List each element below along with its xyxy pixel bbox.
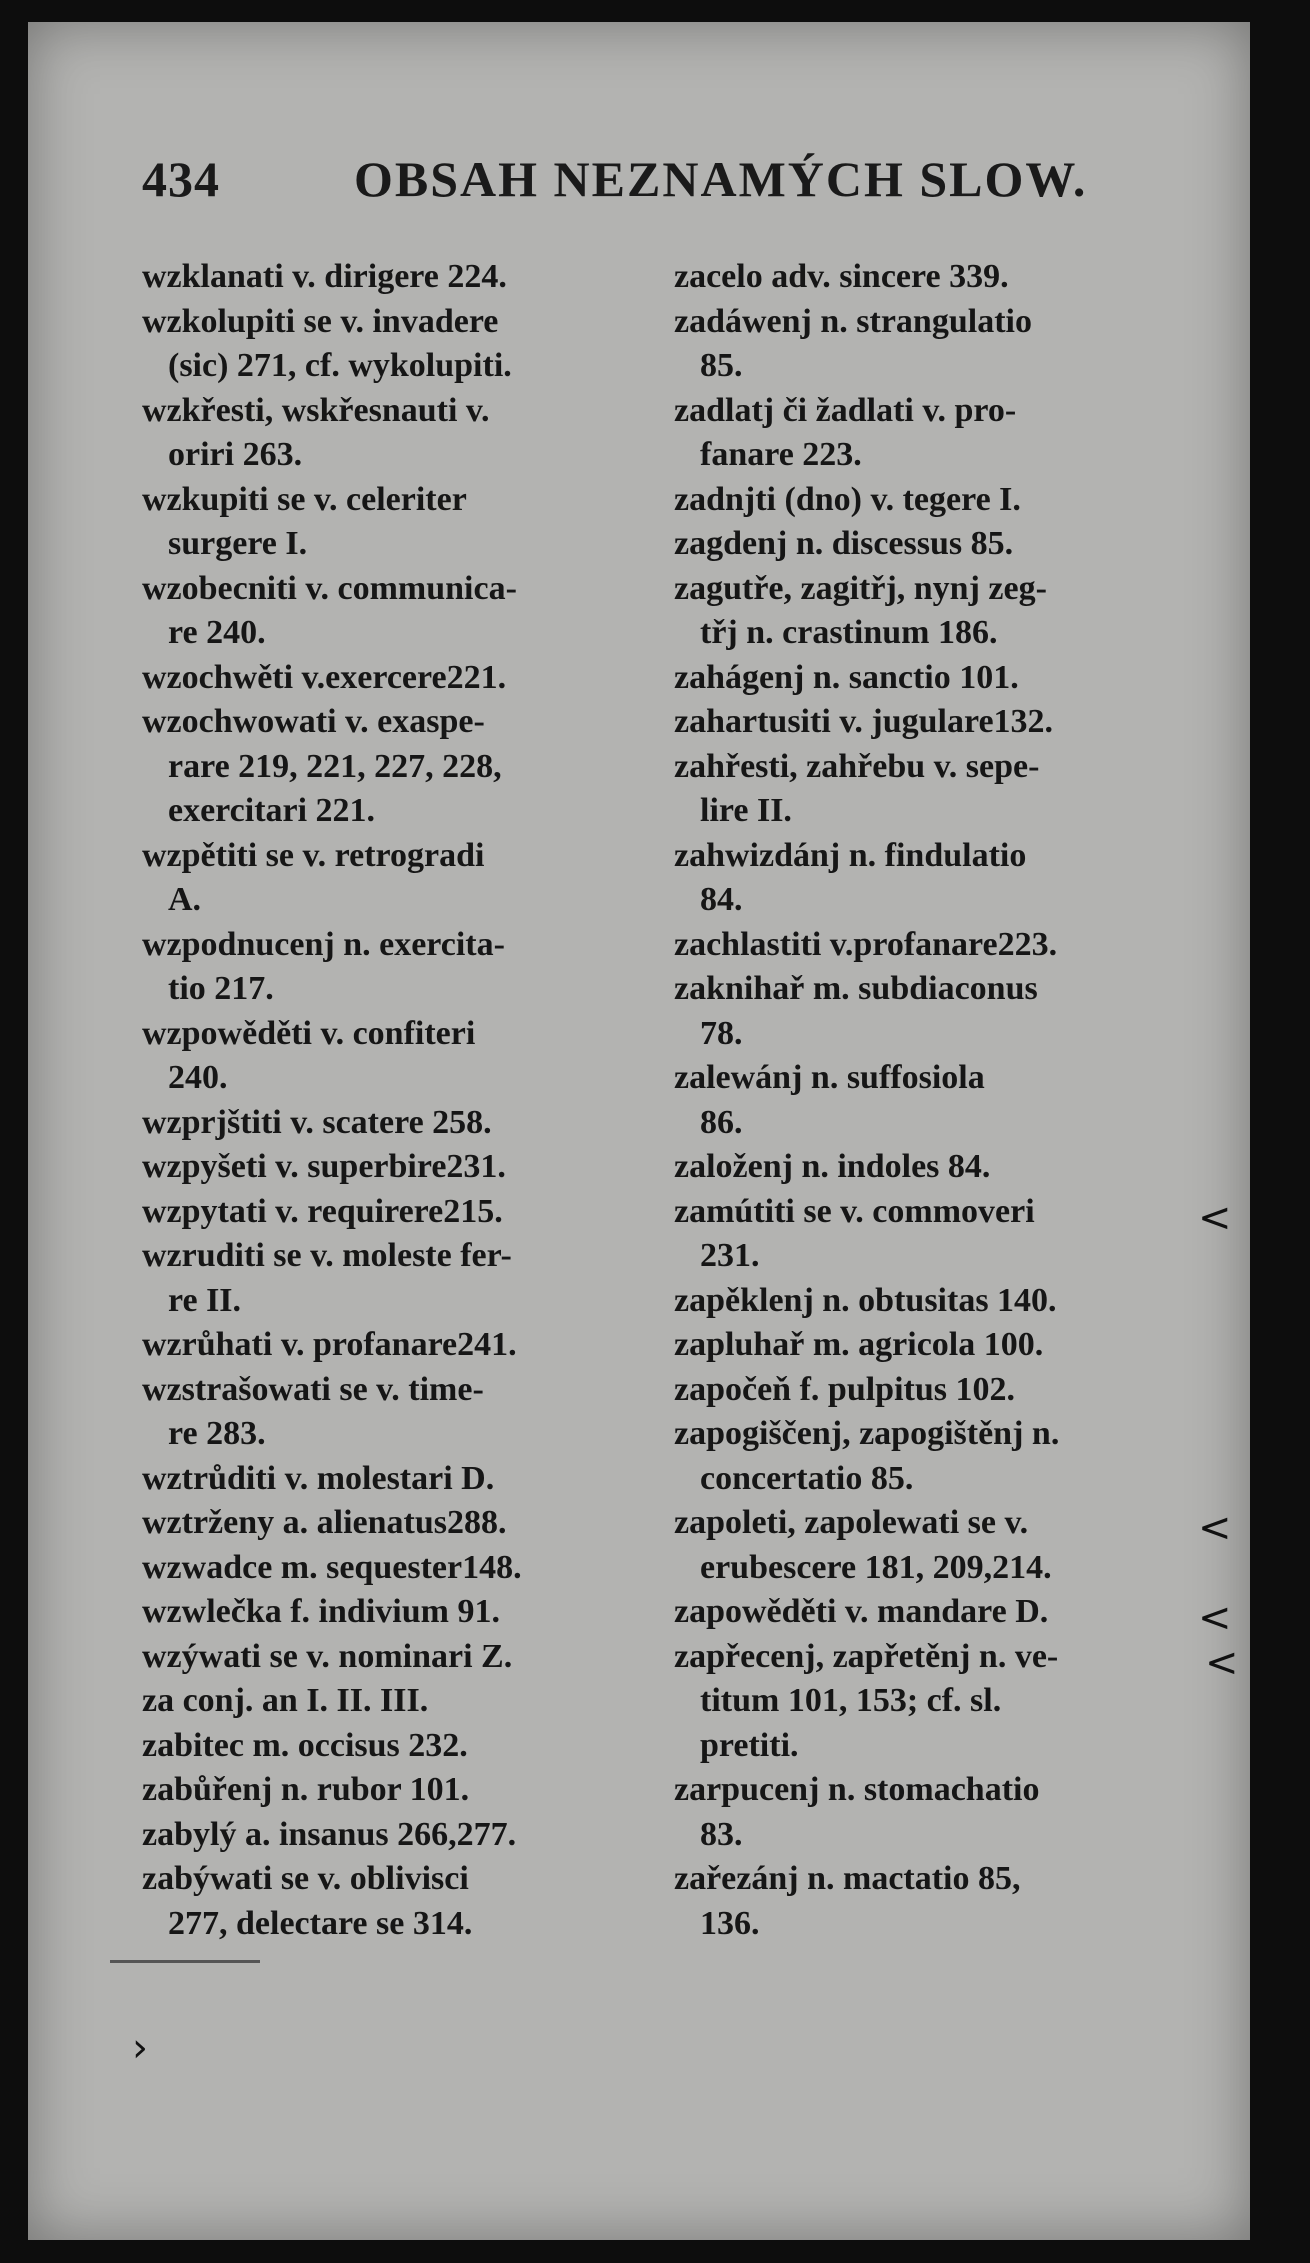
index-line: surgere I. <box>168 525 308 562</box>
margin-arrow-left: › <box>132 2025 148 2071</box>
index-line: wzpowěděti v. confiteri <box>142 1014 476 1052</box>
right-column <box>674 255 1214 1946</box>
index-line: wzochwěti v.exercere221. <box>142 658 507 696</box>
index-line: zapogiščenj, zapogištěnj n. <box>674 1415 1060 1452</box>
margin-arrow-right: < <box>1205 1640 1239 1686</box>
index-line: zabylý a. insanus 266,277. <box>142 1815 517 1853</box>
index-line: lire II. <box>700 792 792 829</box>
index-line: 240. <box>168 1059 228 1096</box>
page-header <box>142 150 1102 230</box>
bottom-rule <box>110 1960 260 1963</box>
index-line: wzobecniti v. communica- <box>142 569 517 607</box>
index-line: 277, delectare se 314. <box>168 1904 473 1942</box>
margin-arrow-right: < <box>1198 1195 1232 1241</box>
index-line: za conj. an I. II. III. <box>142 1682 429 1719</box>
index-line: (sic) 271, cf. wykolupiti. <box>168 347 512 384</box>
index-line: zabitec m. occisus 232. <box>142 1726 468 1764</box>
index-line: založenj n. indoles 84. <box>674 1148 991 1185</box>
index-line: oriri 263. <box>168 436 303 473</box>
index-line: zahartusiti v. jugulare132. <box>674 703 1054 740</box>
index-line: zalewánj n. suffosiola <box>674 1059 985 1096</box>
index-line: wzýwati se v. nominari Z. <box>142 1637 513 1675</box>
index-line: pretiti. <box>700 1726 799 1764</box>
index-line: zahřesti, zahřebu v. sepe- <box>674 747 1040 785</box>
index-line: wzpytati v. requirere215. <box>142 1192 503 1230</box>
index-line: zabýwati se v. oblivisci <box>142 1860 469 1897</box>
index-line: wzklanati v. dirigere 224. <box>142 258 507 295</box>
index-line: A. <box>168 881 202 918</box>
index-line: wztrůditi v. molestari D. <box>142 1459 495 1497</box>
index-line: zaknihař m. subdiaconus <box>674 970 1038 1007</box>
index-line: zapoleti, zapolewati se v. <box>674 1504 1029 1541</box>
index-line: wzochwowati v. exaspe- <box>142 703 485 740</box>
index-line: zadnjti (dno) v. tegere I. <box>674 480 1021 518</box>
index-line: wzwlečka f. indivium 91. <box>142 1593 500 1630</box>
index-line: 231. <box>700 1237 760 1274</box>
index-line: wzkolupiti se v. invadere <box>142 302 499 340</box>
index-line: zahwizdánj n. findulatio <box>674 836 1027 874</box>
index-line: fanare 223. <box>700 436 862 473</box>
index-line: 86. <box>700 1103 743 1141</box>
index-line: třj n. crastinum 186. <box>700 614 998 651</box>
index-line: zagdenj n. discessus 85. <box>674 525 1014 562</box>
margin-arrow-right: < <box>1198 1505 1232 1551</box>
index-line: wzpodnucenj n. exercita- <box>142 925 505 963</box>
index-line: wztrženy a. alienatus288. <box>142 1504 507 1541</box>
index-line: wzprjštiti v. scatere 258. <box>142 1103 492 1141</box>
page-number: 434 <box>142 151 220 207</box>
index-line: 78. <box>700 1014 743 1052</box>
index-line: 84. <box>700 881 743 918</box>
index-line: započeň f. pulpitus 102. <box>674 1370 1015 1408</box>
index-line: wzstrašowati se v. time- <box>142 1370 484 1408</box>
index-line: zadáwenj n. strangulatio <box>674 302 1032 340</box>
index-line: zamútiti se v. commoveri <box>674 1192 1035 1230</box>
index-line: zagutře, zagitřj, nynj zeg- <box>674 569 1047 607</box>
index-line: tio 217. <box>168 970 274 1007</box>
index-line: 83. <box>700 1815 743 1853</box>
running-title: OBSAH NEZNAMÝCH SLOW. <box>354 151 1088 207</box>
index-line: 85. <box>700 347 743 384</box>
index-line: exercitari 221. <box>168 792 376 829</box>
index-line: wzpyšeti v. superbire231. <box>142 1148 506 1185</box>
index-line: wzruditi se v. moleste fer- <box>142 1237 512 1274</box>
index-line: concertatio 85. <box>700 1459 914 1497</box>
index-line: wzrůhati v. profanare241. <box>142 1326 517 1363</box>
index-line: wzkupiti se v. celeriter <box>142 480 467 518</box>
index-line: 136. <box>700 1904 760 1942</box>
index-line: zabůřenj n. rubor 101. <box>142 1771 470 1808</box>
index-line: zadlatj či žadlati v. pro- <box>674 391 1017 429</box>
index-line: erubescere 181, 209,214. <box>700 1548 1052 1586</box>
index-line: rare 219, 221, 227, 228, <box>168 747 502 785</box>
margin-arrow-right: < <box>1198 1595 1232 1641</box>
left-column <box>142 255 662 1946</box>
index-line: re 283. <box>168 1415 266 1452</box>
index-line: titum 101, 153; cf. sl. <box>700 1682 1002 1719</box>
index-line: re 240. <box>168 614 266 651</box>
index-line: zarpucenj n. stomachatio <box>674 1771 1040 1808</box>
index-line: zařezánj n. mactatio 85, <box>674 1860 1021 1897</box>
index-line: zahágenj n. sanctio 101. <box>674 658 1019 696</box>
index-line: re II. <box>168 1281 242 1319</box>
index-line: zapowěděti v. mandare D. <box>674 1593 1049 1630</box>
index-line: wzwadce m. sequester148. <box>142 1548 522 1586</box>
index-line: wzpětiti se v. retrogradi <box>142 836 485 874</box>
index-line: zacelo adv. sincere 339. <box>674 258 1009 295</box>
index-line: zapěklenj n. obtusitas 140. <box>674 1281 1057 1319</box>
index-line: wzkřesti, wskřesnauti v. <box>142 391 490 429</box>
index-line: zapřecenj, zapřetěnj n. ve- <box>674 1637 1059 1675</box>
index-line: zapluhař m. agricola 100. <box>674 1326 1044 1363</box>
index-line: zachlastiti v.profanare223. <box>674 925 1058 963</box>
